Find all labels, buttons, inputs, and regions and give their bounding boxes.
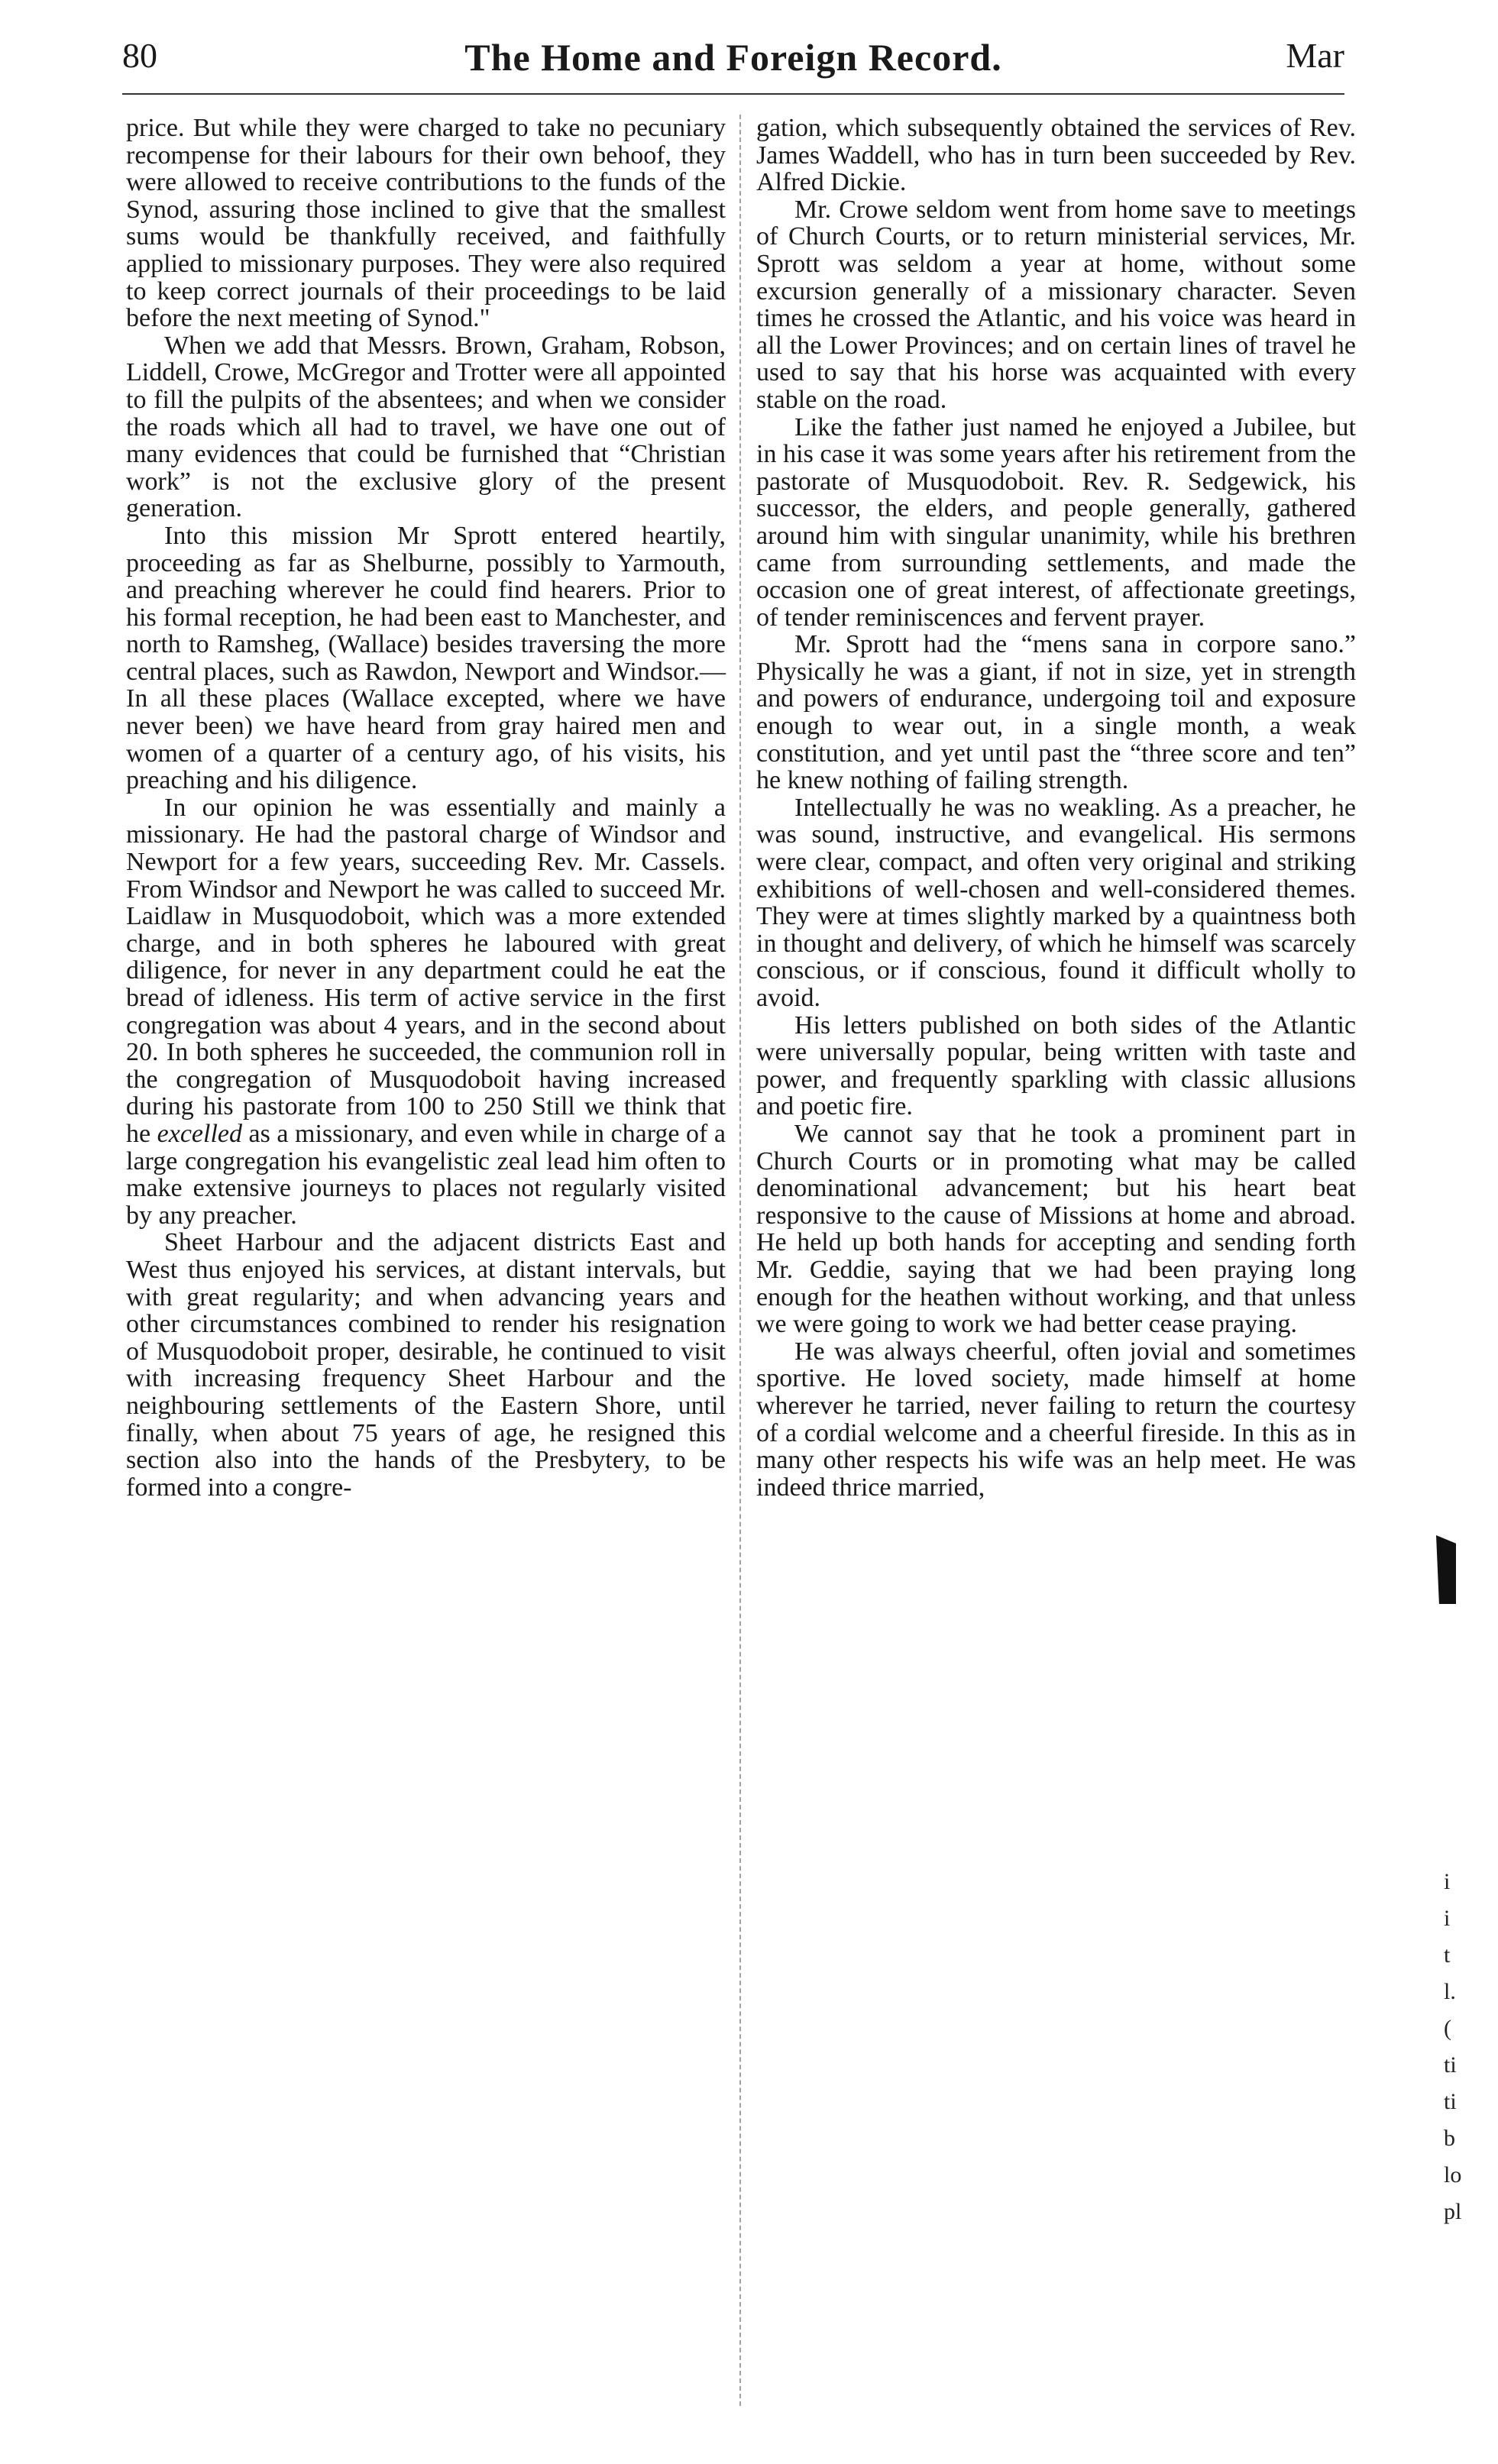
edge-fragment: lo bbox=[1444, 2162, 1462, 2188]
paragraph: Mr. Sprott had the “mens sana in corpore sano.” Physically he was a giant, if not in size, yet in strength and powers of endurance, undergoing toil and exposure enough to wear out, in a single month, a weak constitution, and yet until past the “three score and ten” he knew nothing of failing strength. bbox=[756, 630, 1356, 795]
paragraph-text: In our opinion he was essentially and mainly a missionary. He had the pastoral charge of Windsor and Newport for a few years, succeeding Rev. Mr. Cassels. From Windsor and Newport he was called to succeed Mr. Laidlaw in Musquodoboit, which was a more extended charge, and in both spheres he laboured with great diligence, for never in any department could he eat the bread of idleness. His term of active service in the first congregation was about 4 years, and in the second about 20. In both spheres he succeeded, the communion roll in the congregation of Musquodoboit having increased during his pastorate from 100 to 250 Still we think that he bbox=[126, 793, 726, 1148]
edge-fragment: ( bbox=[1444, 2016, 1451, 2041]
edge-fragment: ti bbox=[1444, 2052, 1457, 2078]
paragraph: When we add that Messrs. Brown, Graham, Robson, Liddell, Crowe, McGregor and Trotter were all appointed to fill the pulpits of the absentees; and when we consider the roads which all had to travel, we have one out of many evidences that could be furnished that “Christian work” is not the exclusive glory of the present generation. bbox=[126, 331, 726, 523]
edge-fragment: b bbox=[1444, 2126, 1455, 2151]
page-number: 80 bbox=[122, 36, 157, 75]
paragraph: gation, which subsequently obtained the services of Rev. James Waddell, who has in turn been succeeded by Rev. Alfred Dickie. bbox=[756, 114, 1356, 197]
edge-fragment: l. bbox=[1444, 1979, 1456, 2004]
page-header bbox=[122, 35, 1344, 96]
paragraph-text: as a missionary, and even while in charge of a large congregation his evangelistic zeal lead him often to make extensive journeys to places not regularly visited by any preacher. bbox=[126, 1119, 726, 1230]
margin-ink-mark bbox=[1436, 1535, 1456, 1604]
header-rule bbox=[122, 93, 1344, 95]
paragraph: price. But while they were charged to take no pecuniary recompense for their labours for their own behoof, they were allowed to receive contributions to the funds of the Synod, assuring those inclined to give that the smallest sums would be thankfully received, and faithfully applied to missionary purposes. They were also required to keep correct journals of their proceedings to be laid before the next meeting of Synod." bbox=[126, 114, 726, 333]
paragraph: Into this mission Mr Sprott entered heartily, proceeding as far as Shelburne, possibly to Yarmouth, and preaching wherever he could find hearers. Prior to his formal reception, he had been east to Manchester, and north to Ramsheg, (Wallace) besides traversing the more central places, such as Rawdon, Newport and Windsor.—In all these places (Wallace excepted, where we have never been) we have heard from gray haired men and women of a quarter of a century ago, of his visits, his preaching and his diligence. bbox=[126, 521, 726, 795]
paragraph: Like the father just named he enjoyed a Jubilee, but in his case it was some years after his retirement from the pastorate of Musquodoboit. Rev. R. Sedgewick, his successor, the elders, and people generally, gathered around him with singular unanimity, while his brethren came from surrounding settlements, and made the occasion one of great interest, of affectionate greetings, of tender reminiscences and fervent prayer. bbox=[756, 412, 1356, 632]
paragraph: Intellectually he was no weakling. As a preacher, he was sound, instructive, and evangelical. His sermons were clear, compact, and often very original and striking exhibitions of well-chosen and well-considered themes. They were at times slightly marked by a quaintness both in thought and delivery, of which he himself was scarcely conscious, or if conscious, found it difficult wholly to avoid. bbox=[756, 793, 1356, 1012]
paragraph: Mr. Crowe seldom went from home save to meetings of Church Courts, or to return ministerial services, Mr. Sprott was seldom a year at home, without some excursion generally of a missionary character. Seven times he crossed the Atlantic, and his voice was heard in all the Lower Provinces; and on certain lines of travel he used to say that his horse was acquainted with every stable on the road. bbox=[756, 195, 1356, 414]
right-column bbox=[756, 115, 1356, 1501]
edge-fragment: pl bbox=[1444, 2199, 1462, 2224]
emphasized-word: excelled bbox=[157, 1119, 242, 1148]
paragraph: He was always cheerful, often jovial and sometimes sportive. He loved society, made himself at home wherever he tarried, never failing to return the courtesy of a cordial welcome and a cheerful fireside. In this as in many other respects his wife was an help meet. He was indeed thrice married, bbox=[756, 1337, 1356, 1502]
left-column bbox=[126, 115, 726, 1501]
paragraph: His letters published on both sides of the Atlantic were universally popular, being written with taste and power, and frequently sparkling with classic allusions and poetic fire. bbox=[756, 1010, 1356, 1121]
paragraph: We cannot say that he took a prominent part in Church Courts or in promoting what may be called denominational advancement; but his heart beat responsive to the cause of Missions at home and abroad. He held up both hands for accepting and sending forth Mr. Geddie, saying that we had been praying long enough for the heathen without working, and that unless we were going to work we had better cease praying. bbox=[756, 1119, 1356, 1339]
edge-fragment: ti bbox=[1444, 2089, 1457, 2114]
edge-fragment: i bbox=[1444, 1906, 1451, 1931]
paragraph bbox=[126, 794, 726, 1230]
issue-month: Mar bbox=[1286, 36, 1344, 75]
edge-fragment: i bbox=[1444, 1869, 1451, 1894]
edge-fragment: t bbox=[1444, 1942, 1451, 1968]
running-title: The Home and Foreign Record. bbox=[464, 36, 1002, 79]
column-divider bbox=[739, 115, 741, 2406]
paragraph: Sheet Harbour and the adjacent districts East and West thus enjoyed his services, at distant intervals, but with great regularity; and when advancing years and other circumstances combined to render his resignation of Musquodoboit proper, desirable, he continued to visit with increasing frequency Sheet Harbour and the neighbouring settlements of the Eastern Shore, until finally, when about 75 years of age, he resigned this section also into the hands of the Presbytery, to be formed into a congre- bbox=[126, 1228, 726, 1502]
adjacent-page-fragments bbox=[1444, 1864, 1490, 2230]
